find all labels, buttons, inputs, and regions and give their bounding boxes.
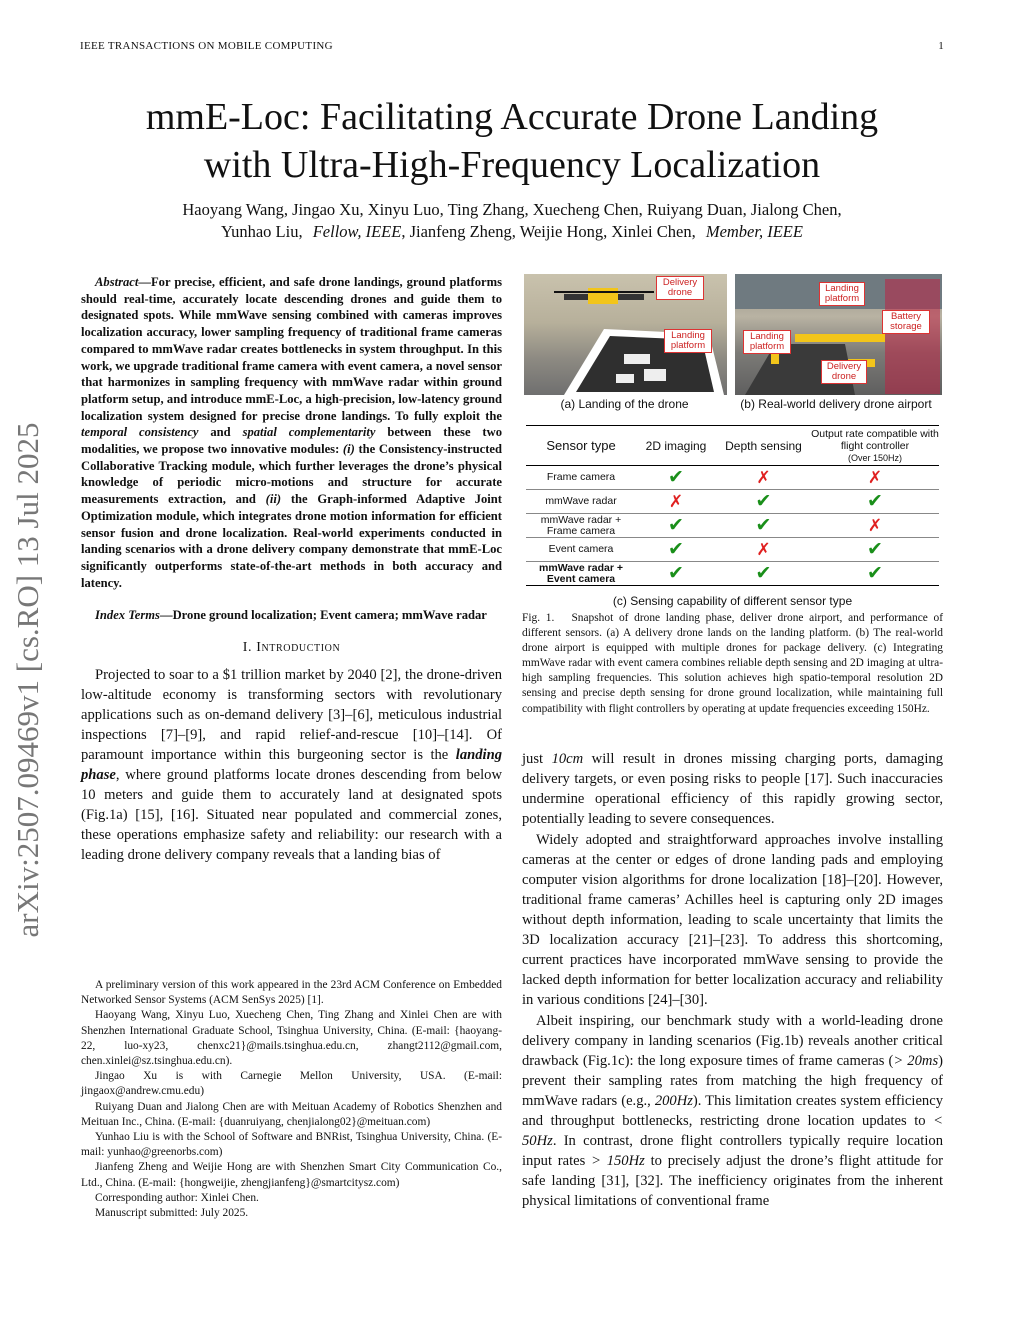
drone-body: [588, 288, 618, 304]
check-icon: ✔: [755, 515, 772, 536]
authors-line-1: Haoyang Wang, Jingao Xu, Xinyu Luo, Ting Zhang, Xuecheng Chen, Ruiyang Duan, Jialong Chen,: [182, 200, 842, 219]
abstract-text: [81, 274, 502, 591]
abstract-block: [81, 274, 502, 865]
abstract-em-temporal: temporal consistency: [81, 425, 199, 440]
paragraph: [522, 1011, 943, 1211]
text-run: ). This limitation creates system efficiency and throughput bottlenecks, restricting drone location updates to: [522, 1093, 943, 1129]
math-run: > 150Hz: [591, 1153, 645, 1169]
figure-caption-text: Snapshot of drone landing phase, deliver drone airport, and performance of different sensors. (a) A delivery drone lands on the landing platform. (b) The real-world drone airport is equipped with multiple drones for package delivery. (c) Integrating mmWave radar with event camera combines reliable depth sensing and 2D imaging at ultra-high sampling frequencies. This solution achieves high spatio-temporal resolution 2D sensing and precise depth sensing for drone ground localization, while maintaining full compatibility with flight controllers by operating at update frequencies exceeding 150Hz.: [522, 612, 944, 715]
check-icon: ✔: [668, 539, 684, 560]
abstract-and: and: [198, 425, 243, 440]
sensor-row: [526, 562, 939, 586]
sensor-name: Frame camera: [546, 471, 616, 483]
intro-em: landing phase: [81, 746, 502, 783]
abstract-i: (i): [342, 442, 355, 457]
paragraph: [522, 749, 943, 829]
author-list: [80, 199, 944, 243]
check-icon: ✔: [867, 491, 883, 512]
abstract-part-4: the Graph-informed Adaptive Joint Optimization module, which integrates drone motion information for efficient sensor fusion and drone localization. Real-world experiments conducted in landing scenarios with a drone delivery company demonstrate that mmE-Loc significantly outperforms state-of-the-art methods in both accuracy and latency.: [81, 492, 502, 590]
check-icon: ✔: [668, 515, 684, 536]
sensor-name: mmWave radar: [545, 495, 617, 507]
check-icon: ✔: [867, 563, 883, 584]
sensor-rows: [526, 466, 939, 586]
paragraph: Widely adopted and straightforward approaches involve installing cameras at the center or edges of drone landing pads and employing computer vision algorithms for drone localization [18]–[20]. However, traditional frame cameras’ Achilles heel is capturing only 2D images without depth information, leading to scale uncertainty that limits the 3D localization accuracy [21]–[23]. To address this shortcoming, current practices have incorporated mmWave sensing to provide the lacked depth information for better localization accuracy and reliability in various conditions [24]–[30].: [522, 832, 943, 1008]
author-yunhao: Yunhao Liu,: [221, 222, 303, 241]
index-terms-label: Index Terms: [95, 608, 160, 623]
pad-marker: [624, 354, 650, 364]
pad-marker: [644, 369, 666, 381]
check-icon: ✔: [668, 563, 684, 584]
text-run: . In contrast, drone flight controllers typically require location input rates: [522, 1133, 943, 1169]
intro-part-a: Projected to soar to a $1 trillion market by 2040 [2], the drone-driven low-altitude economy is transforming sectors with revolutionary applications such as on-demand delivery [3]–[6], meticulous industrial inspections [7]–[9], and rapid relief-and-rescue [10]–[14]. Of paramount importance within this burgeoning sector is the: [81, 666, 502, 763]
sensor-row: [526, 514, 939, 538]
sensor-row: [526, 466, 939, 490]
footnote: Corresponding author: Xinlei Chen.: [95, 1191, 259, 1204]
sensor-name: Event camera: [548, 543, 614, 555]
text-run: to precisely adjust the drone’s flight attitude for safe landing [31], [32]. The inefficiency originates from the inherent physical limitations of conventional frame: [522, 1153, 943, 1209]
label-delivery-drone: Delivery drone: [821, 360, 867, 384]
sensor-capability-table: [526, 425, 939, 586]
abstract-part-2: between these two modalities, we propose two innovative modules:: [81, 425, 502, 457]
footnote: Manuscript submitted: July 2025.: [95, 1207, 249, 1220]
figure-caption: [522, 611, 943, 717]
label-landing-platform: Landing platform: [819, 282, 865, 306]
title-line-1: mmE-Loc: Facilitating Accurate Drone Landing: [145, 96, 879, 138]
label-landing-platform: Landing platform: [743, 330, 791, 354]
paper-title: [80, 93, 944, 189]
abstract-part-3: the Consistency-instructed Collaborative Tracking module, which further leverages the drone’s physical knowledge of periodic micro-motions and structure for accurate measurements extraction, and: [81, 442, 503, 507]
authors-line-2: [80, 221, 944, 243]
cross-icon: ✗: [867, 515, 883, 535]
fellow-ieee: Fellow, IEEE: [312, 222, 402, 241]
col-output-rate: [811, 426, 939, 466]
arxiv-id: arXiv:2507.09469v1 [cs.RO] 13 Jul 2025: [10, 422, 45, 938]
abstract-em-spatial: spatial complementarity: [242, 425, 376, 440]
photo-drone-airport: [735, 274, 942, 395]
math-run: > 20ms: [893, 1053, 939, 1069]
text-run: Albeit inspiring, our benchmark study with a world-leading drone delivery company in landing scenarios (Fig.1b) reveals another critical drawback (Fig.1c): the long exposure times of frame cameras (: [522, 1013, 943, 1069]
cross-icon: ✗: [756, 539, 771, 559]
check-icon: ✔: [668, 467, 684, 488]
abstract-part-1: —For precise, efficient, and safe drone landings, ground platforms should real-time, accurately locate descending drones and guide them to designated spots. While mmWave sensing combined with cameras improves localization accuracy, lower sampling frequency of traditional frame cameras compared to mmWave radar creates bottlenecks in system throughput. In this work, we upgrade traditional frame camera with event camera, a novel sensor that harmonizes in sampling frequency with mmWave radar within ground platform setup, and introduce mmE-Loc, a high-precision, low-latency ground localization system designed for precise drone landings. To fully exploit the: [81, 275, 502, 423]
sensor-row: [526, 490, 939, 514]
text-run: ) prevent their sampling rates from matching the high frequency of mmWave radars (e.g.,: [522, 1053, 943, 1109]
col-sensor-type: Sensor type: [546, 438, 616, 453]
footnotes: [81, 978, 502, 1221]
output-rate-threshold: (Over 150Hz): [847, 452, 902, 463]
title-line-2: with Ultra-High-Frequency Localization: [203, 144, 821, 186]
right-column-text: [522, 749, 943, 1211]
label-battery-storage: Battery storage: [882, 310, 930, 334]
section-number: I.: [242, 640, 253, 656]
text-run: will result in drones missing charging ports, damaging delivery targets, or even posing risks to people [17]. Such inaccuracies undermine operational efficiency of this rapidly growing sector, potentially leading to severe consequences.: [522, 751, 944, 827]
section-heading: [81, 640, 502, 657]
footnote: Ruiyang Duan and Jialong Chen are with Meituan Academy of Robotics Shenzhen and Meituan Inc., China. (E-mail: {duanruiyang, chenjialong02}@meituan.com): [81, 1100, 502, 1128]
intro-paragraph: [81, 665, 502, 865]
label-landing-platform: Landing platform: [664, 329, 712, 353]
cross-icon: ✗: [756, 467, 771, 487]
journal-name: IEEE TRANSACTIONS ON MOBILE COMPUTING: [80, 40, 333, 52]
check-icon: ✔: [755, 491, 772, 512]
col-2d-imaging: 2D imaging: [645, 438, 707, 453]
cross-icon: ✗: [668, 491, 684, 511]
math-run: 200Hz: [654, 1093, 693, 1109]
member-ieee: Member, IEEE: [705, 222, 803, 241]
section-title: Introduction: [256, 640, 341, 656]
cross-icon: ✗: [867, 467, 883, 487]
page-number: 1: [938, 40, 944, 52]
figure-caption-label: Fig. 1.: [522, 612, 555, 624]
subcaption-b: (b) Real-world delivery drone airport: [740, 397, 932, 411]
photo-landing-drone: [524, 274, 727, 395]
sensor-name: mmWave radar + Frame camera: [540, 513, 622, 537]
output-rate-label: Output rate compatible with flight controller: [811, 427, 939, 452]
abstract-ii: (ii): [265, 492, 282, 507]
math-run: < 50Hz: [522, 1113, 943, 1149]
subcaption-a: (a) Landing of the drone: [560, 397, 689, 411]
abstract-label: Abstract: [95, 275, 139, 289]
intro-part-b: , where ground platforms locate drones descending from below 10 meters and guide them to accurately land at designated spots (Fig.1a) [15], [16]. Situated near populated and commercial zones, these operations emphasize safety and reliability: our research with a leading drone delivery company reveals that a landing bias of: [81, 766, 502, 863]
drone-row: [795, 334, 885, 342]
pad-marker: [616, 374, 634, 383]
index-terms: [81, 607, 502, 624]
label-delivery-drone: Delivery drone: [656, 276, 704, 300]
footnote: A preliminary version of this work appeared in the 23rd ACM Conference on Embedded Networked Sensor Systems (ACM SenSys 2025) [1].: [81, 979, 502, 1007]
check-icon: ✔: [867, 539, 883, 560]
index-terms-text: —Drone ground localization; Event camera; mmWave radar: [159, 608, 487, 623]
footnote: Jianfeng Zheng and Weijie Hong are with Shenzhen Smart City Communication Co., Ltd., China. (E-mail: {hongweijie, zhengjianfeng}@smartcitysz.com): [81, 1161, 502, 1189]
sensor-name: mmWave radar + Event camera: [539, 561, 623, 585]
check-icon: ✔: [755, 563, 772, 584]
authors-rest: , Jianfeng Zheng, Weijie Hong, Xinlei Chen,: [401, 222, 696, 241]
footnote: Haoyang Wang, Xinyu Luo, Xuecheng Chen, Ting Zhang and Xinlei Chen are with Shenzhen International Graduate School, Tsinghua University, China. (E-mail: {haoyang-22, luo-xy23, chenxc21}@mails.tsinghua.edu.cn, zhangt2112@gmail.com, chen.xinlei@sz.tsinghua.edu.cn).: [81, 1009, 502, 1068]
battery-storage-rack: [885, 279, 940, 394]
arxiv-stamp: [12, 380, 44, 980]
text-run: just: [522, 751, 552, 767]
subcaption-c: (c) Sensing capability of different sensor type: [612, 594, 853, 608]
col-depth-sensing: Depth sensing: [725, 438, 802, 453]
footnote: Jingao Xu is with Carnegie Mellon University, USA. (E-mail: jingaox@andrew.cmu.edu): [81, 1070, 502, 1098]
footnote: Yunhao Liu is with the School of Software and BNRist, Tsinghua University, China. (E-mail: yunhao@greenorbs.com): [81, 1131, 502, 1159]
math-run: 10cm: [551, 751, 584, 767]
running-header: [80, 40, 944, 56]
sensor-row: [526, 538, 939, 562]
